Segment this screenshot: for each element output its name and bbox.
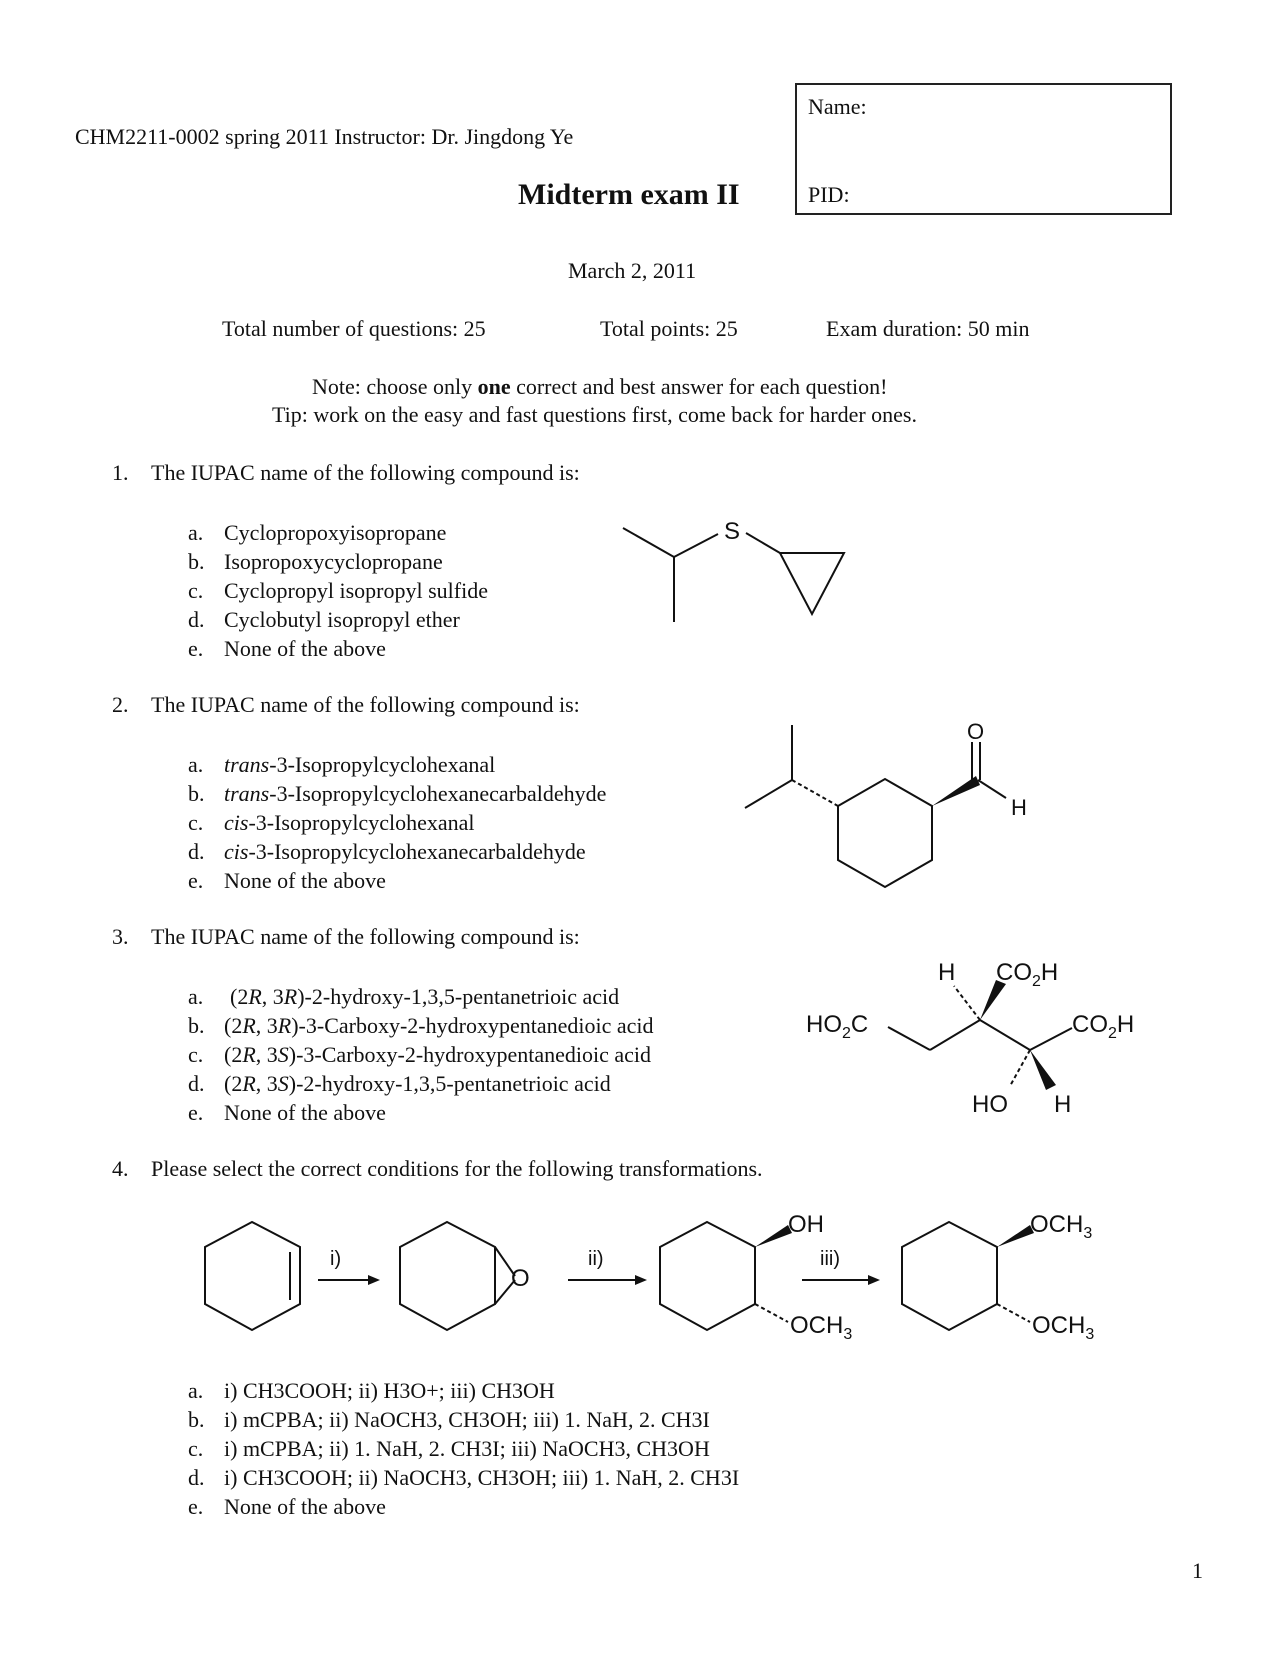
option[interactable] — [188, 1434, 739, 1463]
option-text: )-3-Carboxy-2-hydroxypentanedioic acid — [288, 1042, 652, 1067]
option[interactable] — [188, 1463, 739, 1492]
pid-label: PID: — [808, 182, 850, 207]
option-part: (2 — [224, 1042, 243, 1067]
option-letter: e. — [188, 868, 204, 893]
option[interactable] — [188, 1098, 654, 1127]
option-letter: a. — [188, 752, 204, 777]
q4-options — [188, 1376, 739, 1521]
hydroxyl-label: HO — [972, 1091, 1008, 1118]
option-config: R — [277, 1013, 292, 1038]
note-bold: one — [477, 374, 511, 399]
option-prefix: cis — [224, 810, 249, 835]
note-line — [312, 374, 887, 400]
carboxyl-top-label: $CO_2H$ — [996, 959, 1059, 990]
option[interactable] — [188, 1011, 654, 1040]
option-config: R — [283, 984, 298, 1009]
q4-reaction-scheme — [190, 1200, 1150, 1360]
option-letter: d. — [188, 607, 205, 632]
question-number: 2. — [112, 692, 129, 717]
oxygen-label: O — [967, 719, 985, 744]
option-letter: e. — [188, 1494, 204, 1519]
question-prompt: Please select the correct conditions for the following transformations. — [151, 1156, 763, 1181]
epoxide-ring — [400, 1222, 495, 1330]
option-part: , 3 — [255, 1042, 278, 1067]
option-text: i) mCPBA; ii) NaOCH3, CH3OH; iii) 1. NaH, 2. CH3I — [224, 1407, 710, 1432]
option-text: i) CH3COOH; ii) NaOCH3, CH3OH; iii) 1. NaH, 2. CH3I — [224, 1465, 740, 1490]
option-prefix: trans — [224, 781, 270, 806]
note-suffix: correct and best answer for each question! — [510, 374, 888, 399]
option-text: )-2-hydroxy-1,3,5-pentanetrioic acid — [297, 984, 620, 1009]
option-config: R — [242, 1042, 256, 1067]
methoxy-top-label: $OCH_3$ — [1030, 1211, 1093, 1242]
option[interactable] — [188, 1492, 739, 1521]
option-letter: c. — [188, 1042, 204, 1067]
option-config: S — [277, 1042, 289, 1067]
hydroxyl-label: OH — [788, 1211, 824, 1238]
name-label: Name: — [808, 94, 867, 119]
total-points: Total points: 25 — [600, 316, 738, 341]
exam-duration: Exam duration: 50 min — [826, 316, 1030, 341]
option[interactable] — [188, 1405, 739, 1434]
option[interactable] — [188, 1376, 739, 1405]
option-letter: b. — [188, 781, 205, 806]
option-config: S — [277, 1071, 289, 1096]
option-letter: b. — [188, 1407, 205, 1432]
option[interactable] — [188, 1069, 654, 1098]
option-part: , 3 — [255, 1013, 278, 1038]
option[interactable] — [188, 866, 606, 895]
option[interactable] — [188, 750, 606, 779]
option-letter: d. — [188, 839, 205, 864]
option-config: R — [242, 1071, 256, 1096]
question-number: 4. — [112, 1156, 129, 1181]
cyclohexene-ring — [205, 1222, 300, 1330]
option-letter: b. — [188, 1013, 205, 1038]
option[interactable] — [188, 576, 488, 605]
option-prefix: trans — [224, 752, 270, 777]
option-text: -3-Isopropylcyclohexanecarbaldehyde — [248, 839, 586, 864]
option[interactable] — [188, 982, 654, 1011]
hydrogen-top-label: H — [938, 959, 956, 986]
question-number: 3. — [112, 924, 129, 949]
page-number: 1 — [1192, 1558, 1203, 1583]
question-prompt: The IUPAC name of the following compound is: — [151, 924, 580, 949]
option[interactable] — [188, 779, 606, 808]
option-prefix: cis — [224, 839, 249, 864]
sulfur-label: S — [724, 518, 741, 545]
option-text: )-2-hydroxy-1,3,5-pentanetrioic acid — [288, 1071, 611, 1096]
option-text: Cyclobutyl isopropyl ether — [224, 607, 460, 632]
option[interactable] — [188, 1040, 654, 1069]
option-text: None of the above — [224, 636, 386, 661]
option-text: Isopropoxycyclopropane — [224, 549, 443, 574]
total-questions: Total number of questions: 25 — [222, 316, 486, 341]
option-text: None of the above — [224, 1494, 386, 1519]
methoxy-alcohol-ring — [660, 1222, 755, 1330]
option-text: None of the above — [224, 1100, 386, 1125]
exam-date: March 2, 2011 — [568, 258, 697, 283]
option-text: -3-Isopropylcyclohexanecarbaldehyde — [269, 781, 607, 806]
note-prefix: Note: choose only — [312, 374, 478, 399]
epoxide-oxygen-label: O — [511, 1265, 530, 1292]
q2-structure — [740, 712, 1060, 892]
option-part: , 3 — [261, 984, 284, 1009]
option-letter: c. — [188, 578, 204, 603]
option[interactable] — [188, 634, 488, 663]
carboxyl-right-label: $CO_2H$ — [1072, 1011, 1135, 1042]
methoxy-bottom-label: $OCH_3$ — [1032, 1312, 1095, 1343]
exam-title: Midterm exam II — [518, 178, 740, 211]
option-part: , 3 — [255, 1071, 278, 1096]
option-letter: c. — [188, 810, 204, 835]
methoxy-label: $OCH_3$ — [790, 1312, 853, 1343]
option-text: Cyclopropyl isopropyl sulfide — [224, 578, 488, 603]
option-letter: a. — [188, 984, 204, 1009]
q3-structure — [800, 950, 1180, 1130]
option-config: R — [242, 1013, 256, 1038]
option-text: i) mCPBA; ii) 1. NaH, 2. CH3I; iii) NaOCH3, CH3OH — [224, 1436, 710, 1461]
q2-options — [188, 750, 606, 895]
option-text: None of the above — [224, 868, 386, 893]
dimethoxy-ring — [902, 1222, 997, 1330]
option-letter: a. — [188, 1378, 204, 1403]
carboxyl-left-label: $HO_2C$ — [806, 1011, 869, 1042]
option-text: -3-Isopropylcyclohexanal — [248, 810, 475, 835]
option-text: )-3-Carboxy-2-hydroxypentanedioic acid — [291, 1013, 654, 1038]
option-text: -3-Isopropylcyclohexanal — [269, 752, 496, 777]
hydrogen-bottom-label: H — [1054, 1091, 1072, 1118]
step-three-label: iii) — [820, 1248, 840, 1270]
option-text: Cyclopropoxyisopropane — [224, 520, 447, 545]
course-line: CHM2211-0002 spring 2011 Instructor: Dr. Jingdong Ye — [75, 124, 574, 149]
option-part: (2 — [230, 984, 249, 1009]
option-text: i) CH3COOH; ii) H3O+; iii) CH3OH — [224, 1378, 555, 1403]
option-letter: e. — [188, 636, 204, 661]
hydrogen-label: H — [1011, 795, 1027, 820]
option-letter: e. — [188, 1100, 204, 1125]
question-prompt: The IUPAC name of the following compound is: — [151, 692, 580, 717]
q3-options — [188, 982, 654, 1127]
step-one-label: i) — [330, 1248, 342, 1270]
tip-line: Tip: work on the easy and fast questions first, come back for harder ones. — [272, 402, 917, 427]
option-letter: a. — [188, 520, 204, 545]
option-letter: c. — [188, 1436, 204, 1461]
option[interactable] — [188, 605, 488, 634]
option-letter: d. — [188, 1071, 205, 1096]
option[interactable] — [188, 837, 606, 866]
question-number: 1. — [112, 460, 129, 485]
option-part: (2 — [224, 1071, 243, 1096]
option[interactable] — [188, 808, 606, 837]
option-part: (2 — [224, 1013, 243, 1038]
option[interactable] — [188, 547, 488, 576]
option-config: R — [248, 984, 262, 1009]
option-letter: d. — [188, 1465, 205, 1490]
q1-options — [188, 518, 488, 663]
q1-structure — [620, 510, 860, 630]
question-prompt: The IUPAC name of the following compound is: — [151, 460, 580, 485]
option-letter: b. — [188, 549, 205, 574]
step-two-label: ii) — [588, 1248, 604, 1270]
option[interactable] — [188, 518, 488, 547]
